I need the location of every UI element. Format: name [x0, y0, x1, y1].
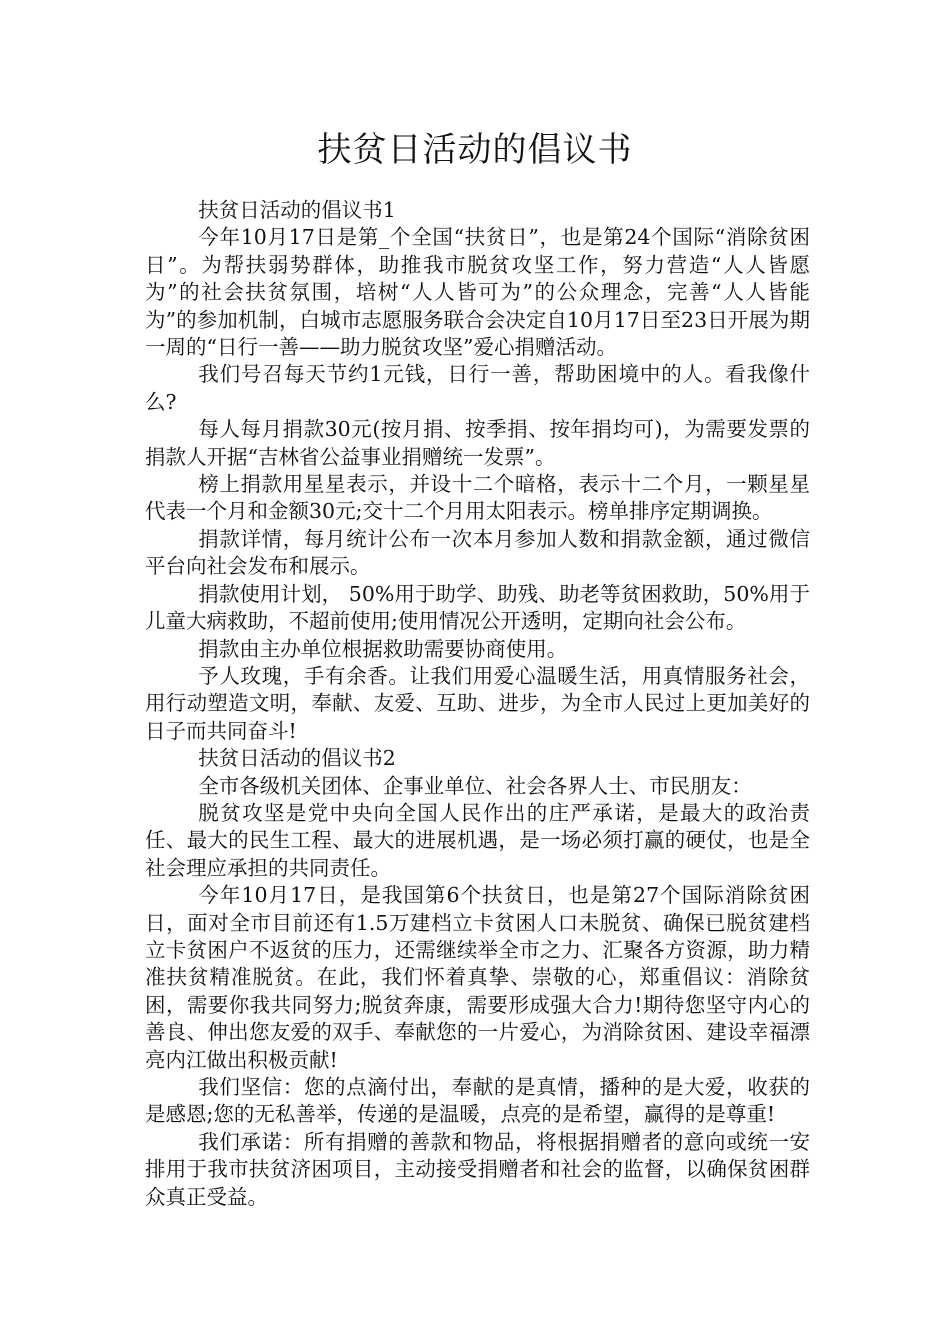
paragraph: 捐款由主办单位根据救助需要协商使用。	[198, 636, 568, 661]
document-title: 扶贫日活动的倡议书	[317, 130, 633, 170]
paragraph: 脱贫攻坚是党中央向全国人民作出的庄严承诺，是最大的政治责任、最大的民生工程、最大的进展机遇，是一场必须打赢的硬仗，也是全社会理应承担的共同责任。	[145, 800, 810, 880]
paragraph: 我们承诺：所有捐赠的善款和物品，将根据捐赠者的意向或统一安排用于我市扶贫济困项目，主动接受捐赠者和社会的监督，以确保贫困群众真正受益。	[145, 1129, 810, 1209]
paragraph: 榜上捐款用星星表示，并设十二个暗格，表示十二个月，一颗星星代表一个月和金额30元;交十二个月用太阳表示。榜单排序定期调换。	[145, 472, 810, 524]
paragraph: 捐款使用计划， 50%用于助学、助残、助老等贫困救助，50%用于儿童大病救助，不超前使用;使用情况公开透明，定期向社会公布。	[145, 581, 810, 634]
section-heading-1: 扶贫日活动的倡议书1	[198, 198, 396, 222]
paragraph: 捐款详情，每月统计公布一次本月参加人数和捐款金额，通过微信平台向社会发布和展示。	[145, 526, 810, 579]
paragraph: 今年10月17日是第_个全国“扶贫日”，也是第24个国际“消除贫困日”。为帮扶弱势群体，助推我市脱贫攻坚工作，努力营造“人人皆愿为”的社会扶贫氛围，培树“人人皆可为”的公众理念，完善“人人皆能为”的参加机制，白城市志愿服务联合会决定自10月17日至23日开展为期一周的“日行一善——助力脱贫攻坚”爱心捐赠活动。	[145, 225, 810, 360]
paragraph: 每人每月捐款30元(按月捐、按季捐、按年捐均可)，为需要发票的捐款人开据“吉林省公益事业捐赠统一发票”。	[145, 417, 810, 469]
paragraph: 我们坚信：您的点滴付出，奉献的是真情，播种的是大爱，收获的是感恩;您的无私善举，传递的是温暖，点亮的是希望，赢得的是尊重!	[145, 1075, 810, 1127]
paragraph: 予人玫瑰，手有余香。让我们用爱心温暖生活，用真情服务社会，用行动塑造文明，奉献、友爱、互助、进步，为全市人民过上更加美好的日子而共同奋斗!	[145, 663, 810, 743]
paragraph: 今年10月17日，是我国第6个扶贫日，也是第27个国际消除贫困日，面对全市目前还有1.5万建档立卡贫困人口未脱贫、确保已脱贫建档立卡贫困户不返贫的压力，还需继续举全市之力、汇聚各方资源，助力精准扶贫精准脱贫。在此，我们怀着真挚、崇敬的心，郑重倡议：消除贫困，需要你我共同努力;脱贫奔康，需要形成强大合力!期待您坚守内心的善良、伸出您友爱的双手、奉献您的一片爱心，为消除贫困、建设幸福漂亮内江做出积极贡献!	[145, 883, 810, 1072]
section-heading-2: 扶贫日活动的倡议书2	[198, 746, 396, 771]
document-body	[145, 197, 810, 1211]
salutation: 全市各级机关团体、企事业单位、社会各界人士、市民朋友：	[198, 773, 752, 798]
paragraph: 我们号召每天节约1元钱，日行一善，帮助困境中的人。看我像什么?	[145, 362, 810, 414]
